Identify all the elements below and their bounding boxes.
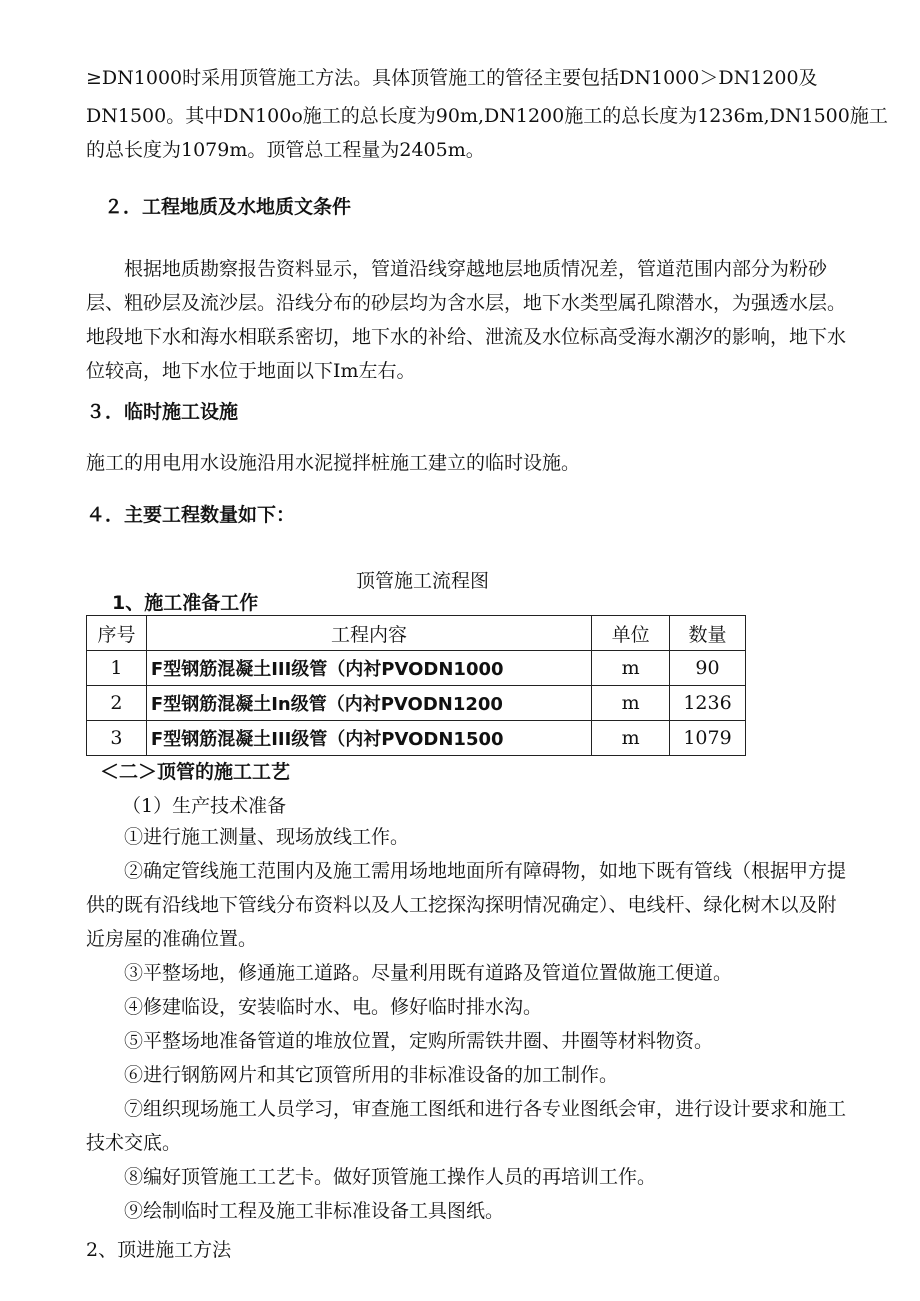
section-2-heading: ２．工程地质及水地质文条件 xyxy=(104,196,352,218)
quantity-table xyxy=(86,615,746,756)
section-4-heading: ４．主要工程数量如下： xyxy=(86,504,296,526)
section-2-body xyxy=(86,252,846,388)
craft-item-5: ⑤平整场地准备管道的堆放位置，定购所需铁井圈、井圈等材料物资。 xyxy=(124,1030,714,1052)
craft-subheading: （1）生产技术准备 xyxy=(122,795,287,817)
cell-unit: m xyxy=(592,651,670,686)
intro-line-1: ≥DN1000时采用顶管施工方法。具体顶管施工的管径主要包括DN1000＞DN1200及 xyxy=(86,67,818,89)
intro-line-2: DN1500。其中DN100o施工的总长度为90m,DN1200施工的总长度为1236m,DN1500施工 xyxy=(86,105,888,127)
cell-qty: 90 xyxy=(670,651,746,686)
table-row xyxy=(87,651,746,686)
cell-content: F型钢筋混凝土III级管（内衬PVODN1500 xyxy=(146,721,591,756)
section-3-heading: ３．临时施工设施 xyxy=(86,401,239,423)
table-row xyxy=(87,721,746,756)
table-header-row xyxy=(87,616,746,651)
craft-item-4: ④修建临设，安装临时水、电。修好临时排水沟。 xyxy=(124,996,543,1018)
table-row xyxy=(87,686,746,721)
section-3-body: 施工的用电用水设施沿用水泥搅拌桩施工建立的临时设施。 xyxy=(86,452,581,474)
craft-item-1: ①进行施工测量、现场放线工作。 xyxy=(124,826,410,848)
section-jacking-method: 2、顶进施工方法 xyxy=(86,1239,232,1261)
craft-item-6: ⑥进行钢筋网片和其它顶管所用的非标准设备的加工制作。 xyxy=(124,1064,619,1086)
col-header-content: 工程内容 xyxy=(146,616,591,651)
craft-item-8: ⑧编好顶管施工工艺卡。做好顶管施工操作人员的再培训工作。 xyxy=(124,1166,657,1188)
craft-item-7: ⑦组织现场施工人员学习，审查施工图纸和进行各专业图纸会审，进行设计要求和施工技术交底。 xyxy=(86,1098,847,1154)
cell-unit: m xyxy=(592,686,670,721)
section-2-paragraph: 根据地质勘察报告资料显示，管道沿线穿越地层地质情况差，管道范围内部分为粉砂层、粗砂层及流沙层。沿线分布的砂层均为含水层，地下水类型属孔隙潜水，为强透水层。地段地下水和海水相联系密切，地下水的补给、泄流及水位标高受海水潮汐的影响，地下水位较高，地下水位于地面以下Im左右。 xyxy=(86,258,847,382)
prep-title: 1、施工准备工作 xyxy=(112,592,259,614)
col-header-no: 序号 xyxy=(87,616,147,651)
craft-item-3: ③平整场地，修通施工道路。尽量利用既有道路及管道位置做施工便道。 xyxy=(124,962,733,984)
cell-content: F型钢筋混凝土III级管（内衬PVODN1000 xyxy=(146,651,591,686)
craft-item-2: ②确定管线施工范围内及施工需用场地地面所有障碍物，如地下既有管线（根据甲方提供的既有沿线地下管线分布资料以及人工挖探沟探明情况确定）、电线杆、绿化树木以及附近房屋的准确位置。 xyxy=(86,860,847,950)
flow-chart-title: 顶管施工流程图 xyxy=(356,570,490,592)
cell-no: 2 xyxy=(87,686,147,721)
cell-no: 3 xyxy=(87,721,147,756)
col-header-qty: 数量 xyxy=(670,616,746,651)
cell-qty: 1079 xyxy=(670,721,746,756)
intro-line-3: 的总长度为1079m。顶管总工程量为2405m。 xyxy=(86,139,485,161)
craft-heading: ＜二＞顶管的施工工艺 xyxy=(100,761,291,783)
cell-no: 1 xyxy=(87,651,147,686)
craft-item-9: ⑨绘制临时工程及施工非标准设备工具图纸。 xyxy=(124,1200,505,1222)
cell-content: F型钢筋混凝土In级管（内衬PVODN1200 xyxy=(146,686,591,721)
cell-unit: m xyxy=(592,721,670,756)
col-header-unit: 单位 xyxy=(592,616,670,651)
cell-qty: 1236 xyxy=(670,686,746,721)
craft-items xyxy=(86,820,846,1228)
